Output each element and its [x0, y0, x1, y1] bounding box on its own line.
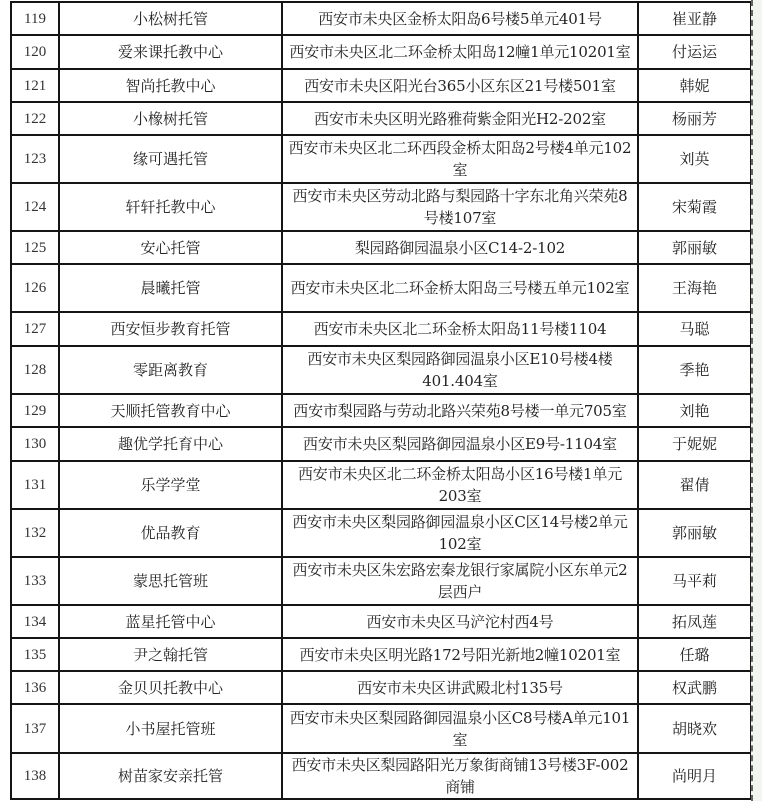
address-cell: 西安市未央区阳光台365小区东区21号楼501室	[282, 69, 638, 102]
row-number-cell: 122	[11, 102, 59, 135]
row-number-cell: 138	[11, 753, 59, 799]
row-number-cell: 119	[11, 2, 59, 35]
responsible-person-cell: 郭丽敏	[638, 231, 751, 264]
responsible-person-cell: 尚明月	[638, 753, 751, 799]
institution-name-cell: 小橡树托管	[59, 102, 282, 135]
address-cell: 西安市未央区北二环金桥太阳岛12幢1单元10201室	[282, 35, 638, 69]
childcare-institution-table	[10, 1, 752, 800]
institution-name-cell: 尹之翰托管	[59, 638, 282, 671]
row-number-cell: 121	[11, 69, 59, 102]
row-number-cell: 130	[11, 427, 59, 461]
institution-name-cell: 天顺托管教育中心	[59, 394, 282, 427]
address-cell: 西安市未央区朱宏路宏秦龙银行家属院小区东单元2层西户	[282, 557, 638, 605]
row-number-cell: 128	[11, 346, 59, 394]
address-cell: 西安市未央区明光路172号阳光新地2幢10201室	[282, 638, 638, 671]
row-number-cell: 131	[11, 461, 59, 509]
responsible-person-cell: 韩妮	[638, 69, 751, 102]
institution-name-cell: 乐学学堂	[59, 461, 282, 509]
institution-name-cell: 爱来课托教中心	[59, 35, 282, 69]
row-number-cell: 129	[11, 394, 59, 427]
table-row	[11, 231, 751, 264]
institution-name-cell: 蓝星托管中心	[59, 605, 282, 638]
address-cell: 西安市未央区劳动北路与梨园路十字东北角兴荣苑8号楼107室	[282, 183, 638, 231]
table-row	[11, 346, 751, 394]
row-number-cell: 136	[11, 671, 59, 704]
address-cell: 西安市未央区北二环金桥太阳岛11号楼1104	[282, 312, 638, 346]
institution-name-cell: 安心托管	[59, 231, 282, 264]
page-margin-dashed-edge	[751, 0, 762, 801]
responsible-person-cell: 宋菊霞	[638, 183, 751, 231]
address-cell: 西安市未央区明光路雅荷紫金阳光H2-202室	[282, 102, 638, 135]
address-cell: 西安市未央区马浐沱村西4号	[282, 605, 638, 638]
address-cell: 西安市未央区梨园路御园温泉小区C区14号楼2单元102室	[282, 509, 638, 557]
row-number-cell: 124	[11, 183, 59, 231]
address-cell: 西安市未央区梨园路御园温泉小区E10号楼4楼401.404室	[282, 346, 638, 394]
responsible-person-cell: 付运运	[638, 35, 751, 69]
table-row	[11, 638, 751, 671]
responsible-person-cell: 刘英	[638, 135, 751, 183]
row-number-cell: 126	[11, 264, 59, 312]
address-cell: 西安市梨园路与劳动北路兴荣苑8号楼一单元705室	[282, 394, 638, 427]
address-cell: 西安市未央区金桥太阳岛6号楼5单元401号	[282, 2, 638, 35]
table-row	[11, 427, 751, 461]
address-cell: 西安市未央区北二环金桥太阳岛三号楼五单元102室	[282, 264, 638, 312]
row-number-cell: 120	[11, 35, 59, 69]
address-cell: 西安市未央区梨园路御园温泉小区C8号楼A单元101室	[282, 704, 638, 753]
responsible-person-cell: 郭丽敏	[638, 509, 751, 557]
institution-name-cell: 西安恒步教育托管	[59, 312, 282, 346]
table-row	[11, 605, 751, 638]
responsible-person-cell: 王海艳	[638, 264, 751, 312]
table-body	[11, 2, 751, 799]
responsible-person-cell: 拓凤莲	[638, 605, 751, 638]
institution-name-cell: 晨曦托管	[59, 264, 282, 312]
address-cell: 西安市未央区北二环金桥太阳岛小区16号楼1单元203室	[282, 461, 638, 509]
institution-name-cell: 金贝贝托教中心	[59, 671, 282, 704]
institution-name-cell: 零距离教育	[59, 346, 282, 394]
institution-name-cell: 树苗家安亲托管	[59, 753, 282, 799]
row-number-cell: 137	[11, 704, 59, 753]
row-number-cell: 135	[11, 638, 59, 671]
table-row	[11, 69, 751, 102]
row-number-cell: 127	[11, 312, 59, 346]
responsible-person-cell: 权武鹏	[638, 671, 751, 704]
table-row	[11, 394, 751, 427]
table-row	[11, 671, 751, 704]
table-row	[11, 704, 751, 753]
row-number-cell: 133	[11, 557, 59, 605]
responsible-person-cell: 于妮妮	[638, 427, 751, 461]
institution-name-cell: 缘可遇托管	[59, 135, 282, 183]
table-row	[11, 102, 751, 135]
institution-name-cell: 趣优学托育中心	[59, 427, 282, 461]
responsible-person-cell: 杨丽芳	[638, 102, 751, 135]
table-row	[11, 557, 751, 605]
table-row	[11, 312, 751, 346]
responsible-person-cell: 崔亚静	[638, 2, 751, 35]
institution-name-cell: 优品教育	[59, 509, 282, 557]
responsible-person-cell: 胡晓欢	[638, 704, 751, 753]
row-number-cell: 134	[11, 605, 59, 638]
address-cell: 西安市未央区梨园路阳光万象街商铺13号楼3F-002商铺	[282, 753, 638, 799]
table-row	[11, 2, 751, 35]
row-number-cell: 123	[11, 135, 59, 183]
responsible-person-cell: 季艳	[638, 346, 751, 394]
responsible-person-cell: 马平莉	[638, 557, 751, 605]
table-row	[11, 35, 751, 69]
table-row	[11, 135, 751, 183]
address-cell: 梨园路御园温泉小区C14-2-102	[282, 231, 638, 264]
institution-name-cell: 轩轩托教中心	[59, 183, 282, 231]
table-row	[11, 753, 751, 799]
responsible-person-cell: 马聪	[638, 312, 751, 346]
address-cell: 西安市未央区讲武殿北村135号	[282, 671, 638, 704]
table-row	[11, 461, 751, 509]
table-row	[11, 183, 751, 231]
row-number-cell: 125	[11, 231, 59, 264]
address-cell: 西安市未央区北二环西段金桥太阳岛2号楼4单元102室	[282, 135, 638, 183]
institution-name-cell: 蒙思托管班	[59, 557, 282, 605]
institution-name-cell: 小松树托管	[59, 2, 282, 35]
institution-name-cell: 小书屋托管班	[59, 704, 282, 753]
table-row	[11, 509, 751, 557]
row-number-cell: 132	[11, 509, 59, 557]
institution-name-cell: 智尚托教中心	[59, 69, 282, 102]
responsible-person-cell: 刘艳	[638, 394, 751, 427]
responsible-person-cell: 任璐	[638, 638, 751, 671]
table-row	[11, 264, 751, 312]
address-cell: 西安市未央区梨园路御园温泉小区E9号-1104室	[282, 427, 638, 461]
responsible-person-cell: 翟倩	[638, 461, 751, 509]
